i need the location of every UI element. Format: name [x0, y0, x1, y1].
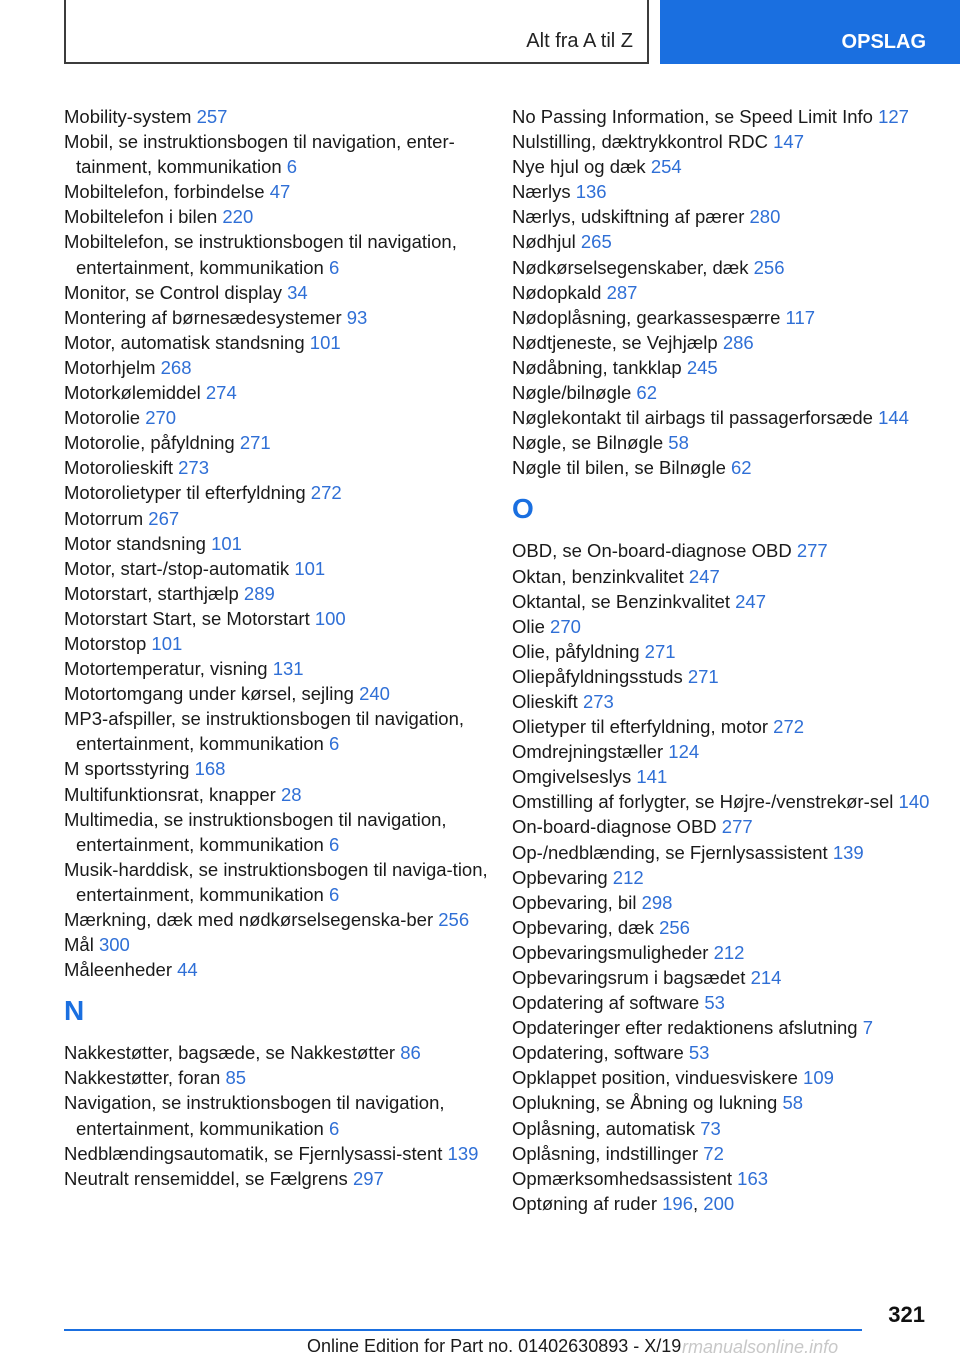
- index-entry-text: Motorhjelm: [64, 356, 161, 378]
- page-link[interactable]: 117: [785, 306, 816, 328]
- index-entry: [64, 756, 504, 781]
- index-entry-text: Motorkølemiddel: [64, 382, 206, 404]
- page-link[interactable]: 270: [145, 407, 177, 429]
- index-entry: [512, 455, 952, 480]
- index-entry-text: Motorstart, starthjælp: [64, 582, 244, 604]
- page-link[interactable]: 163: [737, 1167, 769, 1189]
- index-entry-text: Mobility-system: [64, 106, 197, 127]
- index-entry: [64, 1065, 504, 1090]
- page-link[interactable]: 136: [575, 181, 607, 203]
- index-entry: [512, 614, 952, 639]
- index-entry-text: Monitor, se Control display: [64, 281, 288, 303]
- index-entry-text: Oktantal, se Benzinkvalitet: [512, 590, 736, 612]
- index-entry-text: OBD, se On-board-diagnose OBD: [512, 540, 797, 562]
- page-separator: ,: [693, 1192, 704, 1214]
- index-entry-text: Opmærksomhedsassistent: [512, 1167, 738, 1189]
- index-entry-text: Nøgle, se Bilnøgle: [512, 432, 669, 454]
- section-tab[interactable]: [660, 0, 960, 64]
- index-entry-text: Mobil, se instruktionsbogen til navigation, enter-tainment, kommunikation: [64, 131, 455, 178]
- index-entry-text: Nærlys, udskiftning af pærer: [512, 206, 750, 228]
- index-entry: [64, 129, 504, 179]
- index-entry: [64, 1166, 504, 1191]
- index-entry-text: Opbevaringsmuligheder: [512, 941, 714, 963]
- index-entry-text: Montering af børnesædesystemer: [64, 306, 347, 328]
- index-entry: [512, 890, 952, 915]
- index-entry-text: Motortomgang under kørsel, sejling: [64, 683, 360, 705]
- page-link[interactable]: 200: [703, 1192, 735, 1214]
- index-entry-text: Multimedia, se instruktionsbogen til navigation, entertainment, kommunikation: [64, 808, 447, 855]
- index-entry-text: Olieskift: [512, 690, 583, 712]
- index-entry-text: Mål: [64, 934, 99, 956]
- page-link[interactable]: 73: [700, 1117, 721, 1139]
- page-link[interactable]: 53: [704, 992, 725, 1014]
- page-link[interactable]: 270: [550, 615, 581, 637]
- index-entry-text: Opbevaringsrum i bagsædet: [512, 967, 751, 988]
- index-entry: [64, 179, 504, 204]
- index-entry-text: Motorolietyper til efterfyldning: [64, 482, 311, 504]
- page-link[interactable]: 256: [753, 256, 785, 278]
- index-entry-text: Omdrejningstæller: [512, 741, 669, 763]
- index-entry-text: Motorolie: [64, 407, 146, 429]
- page-link[interactable]: 100: [314, 607, 346, 629]
- page-link[interactable]: 273: [178, 457, 209, 479]
- page-link[interactable]: 144: [878, 407, 909, 429]
- index-entry-text: Oktan, benzinkvalitet: [512, 565, 689, 587]
- watermark: rmanualsonline.info: [682, 1337, 839, 1357]
- index-entry: [512, 589, 952, 614]
- index-entry-text: Op-/nedblænding, se Fjernlysassistent: [512, 841, 833, 863]
- page-link[interactable]: 256: [438, 909, 470, 930]
- index-entry-text: Olietyper til efterfyldning, motor: [512, 716, 774, 738]
- index-entry: [512, 764, 952, 789]
- index-entry: [512, 739, 952, 764]
- index-entry: [512, 940, 952, 965]
- page-link[interactable]: 277: [721, 816, 753, 838]
- index-entry: [64, 229, 504, 279]
- index-entry-text: Nakkestøtter, foran: [64, 1067, 226, 1089]
- index-entry-text: No Passing Information, se Speed Limit Info: [512, 106, 879, 127]
- page-link[interactable]: 6: [328, 833, 340, 855]
- index-entry: [512, 689, 952, 714]
- footer-edition: Online Edition for Part no. 01402630893 - X/19: [307, 1336, 682, 1356]
- index-entry: [512, 280, 952, 305]
- page-link[interactable]: 271: [239, 432, 271, 454]
- index-column-right: [512, 104, 952, 1216]
- index-entry-text: Motor, start-/stop-automatik: [64, 557, 295, 579]
- index-entry: [512, 305, 952, 330]
- index-entry-text: Omstilling af forlygter, se Højre-/venstrekør-sel: [512, 791, 899, 813]
- page-link[interactable]: 101: [211, 532, 242, 554]
- page-link[interactable]: 247: [688, 565, 720, 587]
- index-entry: [512, 1116, 952, 1141]
- index-entry-text: Oplåsning, indstillinger: [512, 1142, 704, 1164]
- index-entry: [64, 455, 504, 480]
- index-entry: [512, 330, 952, 355]
- index-entry: [512, 179, 952, 204]
- index-entry: [512, 990, 952, 1015]
- index-entry-text: Opbevaring: [512, 866, 613, 888]
- page-link[interactable]: 140: [898, 791, 930, 813]
- page-link[interactable]: 286: [722, 331, 754, 353]
- index-entry-text: Nødtjeneste, se Vejhjælp: [512, 331, 723, 353]
- index-entry: [64, 405, 504, 430]
- index-entry: [512, 229, 952, 254]
- index-entry: [512, 430, 952, 455]
- page-link[interactable]: 257: [196, 106, 228, 127]
- index-entry-text: Nødopkald: [512, 281, 607, 303]
- page-link[interactable]: 101: [309, 331, 341, 353]
- index-entry: [64, 1040, 504, 1065]
- index-entry: [64, 857, 504, 907]
- index-entry-text: Neutralt rensemiddel, se Fælgrens: [64, 1167, 353, 1189]
- index-entry: [512, 1015, 952, 1040]
- page-link[interactable]: 265: [580, 231, 612, 253]
- page-link[interactable]: 6: [286, 156, 298, 178]
- page-link[interactable]: 101: [151, 632, 183, 654]
- index-entry-text: Opdatering, software: [512, 1042, 689, 1064]
- index-entry: [64, 380, 504, 405]
- header-box: [64, 0, 649, 64]
- index-entry: [64, 631, 504, 656]
- index-entry: [512, 405, 952, 430]
- index-entry-text: Nøgle til bilen, se Bilnøgle: [512, 457, 732, 479]
- page-link[interactable]: 147: [773, 131, 804, 153]
- index-entry: [64, 355, 504, 380]
- page-link[interactable]: 72: [703, 1142, 724, 1164]
- index-entry: [512, 538, 952, 563]
- index-entry: [512, 814, 952, 839]
- page-link[interactable]: 240: [359, 683, 390, 705]
- index-entry-text: Motortemperatur, visning: [64, 658, 273, 680]
- page-link[interactable]: 247: [735, 590, 767, 612]
- page-link[interactable]: 34: [287, 281, 308, 303]
- index-entry: [512, 355, 952, 380]
- index-entry-text: Opbevaring, bil: [512, 891, 642, 913]
- page-link[interactable]: 28: [280, 783, 302, 805]
- index-column-left: [64, 104, 504, 1191]
- index-entry-text: Opdatering af software: [512, 992, 705, 1014]
- index-entry-text: Oliepåfyldningsstuds: [512, 665, 688, 687]
- page-link[interactable]: 127: [878, 106, 909, 127]
- page-link[interactable]: 220: [222, 206, 254, 228]
- index-entry-text: Oplåsning, automatisk: [512, 1117, 701, 1139]
- index-entry: [64, 932, 504, 957]
- index-entry: [512, 1090, 952, 1115]
- page-link[interactable]: 289: [243, 582, 275, 604]
- index-entry: [64, 606, 504, 631]
- index-entry: [64, 430, 504, 455]
- index-entry: [512, 1141, 952, 1166]
- index-entry-text: Opbevaring, dæk: [512, 916, 660, 938]
- index-entry: [512, 865, 952, 890]
- page-link[interactable]: 58: [782, 1092, 804, 1114]
- index-entry-text: Nødkørselsegenskaber, dæk: [512, 256, 754, 278]
- index-letter-heading: O: [512, 493, 534, 525]
- page-link[interactable]: 93: [346, 306, 368, 328]
- page-link[interactable]: 271: [687, 665, 719, 687]
- page-link[interactable]: 267: [148, 507, 180, 529]
- index-entry-text: Olie: [512, 615, 551, 637]
- footer-divider: [64, 1329, 862, 1331]
- page-link[interactable]: 245: [686, 356, 718, 378]
- page-link[interactable]: 124: [668, 741, 700, 763]
- index-entry-text: Motorstart Start, se Motorstart: [64, 607, 315, 629]
- index-entry-text: Opdateringer efter redaktionens afslutning: [512, 1017, 863, 1039]
- index-entry-text: Motorolieskift: [64, 457, 179, 479]
- page-link[interactable]: 214: [750, 967, 782, 988]
- index-entry: [512, 714, 952, 739]
- index-entry-text: Nøglekontakt til airbags til passagerforsæde: [512, 407, 879, 429]
- index-entry: [512, 380, 952, 405]
- page-link[interactable]: 272: [773, 716, 805, 738]
- index-entry: [512, 1040, 952, 1065]
- index-entry: [64, 782, 504, 807]
- page-link[interactable]: 272: [310, 482, 342, 504]
- index-entry-text: Nødhjul: [512, 231, 581, 253]
- page-link[interactable]: 6: [328, 256, 340, 278]
- index-entry-text: Nulstilling, dæktrykkontrol RDC: [512, 131, 774, 153]
- page-link[interactable]: 280: [749, 206, 781, 228]
- index-entry: [64, 480, 504, 505]
- index-entry-text: Motor standsning: [64, 532, 212, 554]
- page-link[interactable]: 47: [269, 181, 291, 203]
- index-entry: [512, 1191, 952, 1216]
- page-link[interactable]: 53: [688, 1042, 710, 1064]
- index-entry-text: Mobiltelefon i bilen: [64, 206, 223, 228]
- page-link[interactable]: 212: [612, 866, 644, 888]
- index-entry-text: On-board-diagnose OBD: [512, 816, 722, 838]
- page-link[interactable]: 212: [713, 941, 745, 963]
- index-entry-text: Nøgle/bilnøgle: [512, 382, 637, 404]
- index-entry: [64, 204, 504, 229]
- index-entry: [512, 255, 952, 280]
- index-entry: [512, 789, 952, 814]
- section-title: Alt fra A til Z: [526, 30, 633, 52]
- page-link[interactable]: 139: [832, 841, 864, 863]
- page-link[interactable]: 268: [160, 356, 192, 378]
- index-entry: [512, 1065, 952, 1090]
- index-entry: [64, 706, 504, 756]
- index-entry-text: Multifunktionsrat, knapper: [64, 783, 281, 805]
- index-entry: [64, 1141, 504, 1166]
- index-entry: [512, 564, 952, 589]
- index-entry-text: Optøning af ruder: [512, 1192, 663, 1214]
- page-link[interactable]: 297: [352, 1167, 384, 1189]
- index-letter-heading: N: [64, 995, 85, 1027]
- index-entry-text: Nakkestøtter, bagsæde, se Nakkestøtter: [64, 1042, 401, 1064]
- page-link[interactable]: 62: [636, 382, 657, 404]
- page-link[interactable]: 6: [328, 733, 340, 755]
- page-link[interactable]: 58: [668, 432, 689, 454]
- index-entry-text: Nødåbning, tankklap: [512, 356, 687, 378]
- index-entry: [512, 129, 952, 154]
- index-entry-text: Motorolie, påfyldning: [64, 432, 240, 454]
- index-entry: [512, 965, 952, 990]
- index-entry: [512, 915, 952, 940]
- index-entry-text: Motor, automatisk standsning: [64, 331, 310, 353]
- index-entry: [64, 581, 504, 606]
- section-tab-label: OPSLAG: [841, 31, 926, 53]
- page-link[interactable]: 86: [400, 1042, 421, 1064]
- index-entry-text: Nødoplåsning, gearkassespærre: [512, 306, 786, 328]
- index-entry: [512, 840, 952, 865]
- index-entry: [512, 154, 952, 179]
- index-entry: [512, 104, 952, 129]
- index-entry: [64, 656, 504, 681]
- index-entry: [64, 506, 504, 531]
- page-link[interactable]: 7: [862, 1017, 873, 1039]
- page-link[interactable]: 101: [294, 557, 326, 579]
- index-entry: [64, 330, 504, 355]
- index-entry-text: Nye hjul og dæk: [512, 156, 651, 178]
- index-entry-text: Mobiltelefon, forbindelse: [64, 181, 270, 203]
- index-entry-text: Omgivelseslys: [512, 766, 637, 788]
- index-entry-text: Mobiltelefon, se instruktionsbogen til navigation, entertainment, kommunikation: [64, 231, 457, 278]
- index-entry: [64, 1090, 504, 1140]
- index-entry: [64, 907, 504, 932]
- index-entry-text: Måleenheder: [64, 959, 178, 981]
- index-entry-text: Olie, påfyldning: [512, 640, 645, 662]
- index-entry-text: MP3-afspiller, se instruktionsbogen til navigation, entertainment, kommunikation: [64, 708, 465, 755]
- page-link[interactable]: 287: [606, 281, 638, 303]
- page-link[interactable]: 6: [328, 883, 340, 905]
- index-entry: [64, 280, 504, 305]
- page-link[interactable]: 274: [205, 382, 237, 404]
- page-link[interactable]: 300: [98, 934, 130, 956]
- index-entry: [512, 639, 952, 664]
- page-link[interactable]: 298: [641, 891, 673, 913]
- page-link[interactable]: 6: [328, 1117, 340, 1139]
- index-entry: [64, 531, 504, 556]
- index-entry-text: Nedblændingsautomatik, se Fjernlysassi-stent: [64, 1142, 448, 1164]
- index-entry: [64, 957, 504, 982]
- index-entry: [64, 681, 504, 706]
- page-link[interactable]: 141: [636, 766, 668, 788]
- index-entry-text: Navigation, se instruktionsbogen til navigation, entertainment, kommunikation: [64, 1092, 445, 1139]
- page-link[interactable]: 277: [796, 540, 828, 562]
- page-number: 321: [888, 1302, 925, 1327]
- index-entry-text: Musik-harddisk, se instruktionsbogen til naviga-tion, entertainment, kommunikation: [64, 858, 488, 905]
- page-link[interactable]: 273: [582, 690, 614, 712]
- index-entry-text: Opklappet position, vinduesviskere: [512, 1067, 804, 1089]
- index-entry-text: M sportsstyring: [64, 758, 195, 780]
- page-link[interactable]: 271: [644, 640, 676, 662]
- page-link[interactable]: 139: [447, 1142, 479, 1164]
- page-link[interactable]: 196: [662, 1192, 694, 1214]
- page-link[interactable]: 131: [272, 658, 304, 680]
- index-entry: [64, 104, 504, 129]
- page-link[interactable]: 254: [650, 156, 682, 178]
- index-entry: [512, 1166, 952, 1191]
- page-link[interactable]: 62: [731, 457, 752, 479]
- page-link[interactable]: 44: [177, 959, 198, 981]
- index-entry: [64, 807, 504, 857]
- index-entry-text: Nærlys: [512, 181, 576, 203]
- index-entry-text: Motorrum: [64, 507, 149, 529]
- index-entry-text: Mærkning, dæk med nødkørselsegenska-ber: [64, 909, 439, 930]
- index-entry-text: Motorstop: [64, 632, 152, 654]
- index-entry: [64, 305, 504, 330]
- index-entry: [64, 556, 504, 581]
- index-entry: [512, 204, 952, 229]
- page-link[interactable]: 256: [659, 916, 690, 938]
- page-link[interactable]: 85: [225, 1067, 247, 1089]
- page-link[interactable]: 109: [803, 1067, 834, 1089]
- index-entry-text: Oplukning, se Åbning og lukning: [512, 1092, 783, 1114]
- index-entry: [512, 664, 952, 689]
- page-link[interactable]: 168: [194, 758, 226, 780]
